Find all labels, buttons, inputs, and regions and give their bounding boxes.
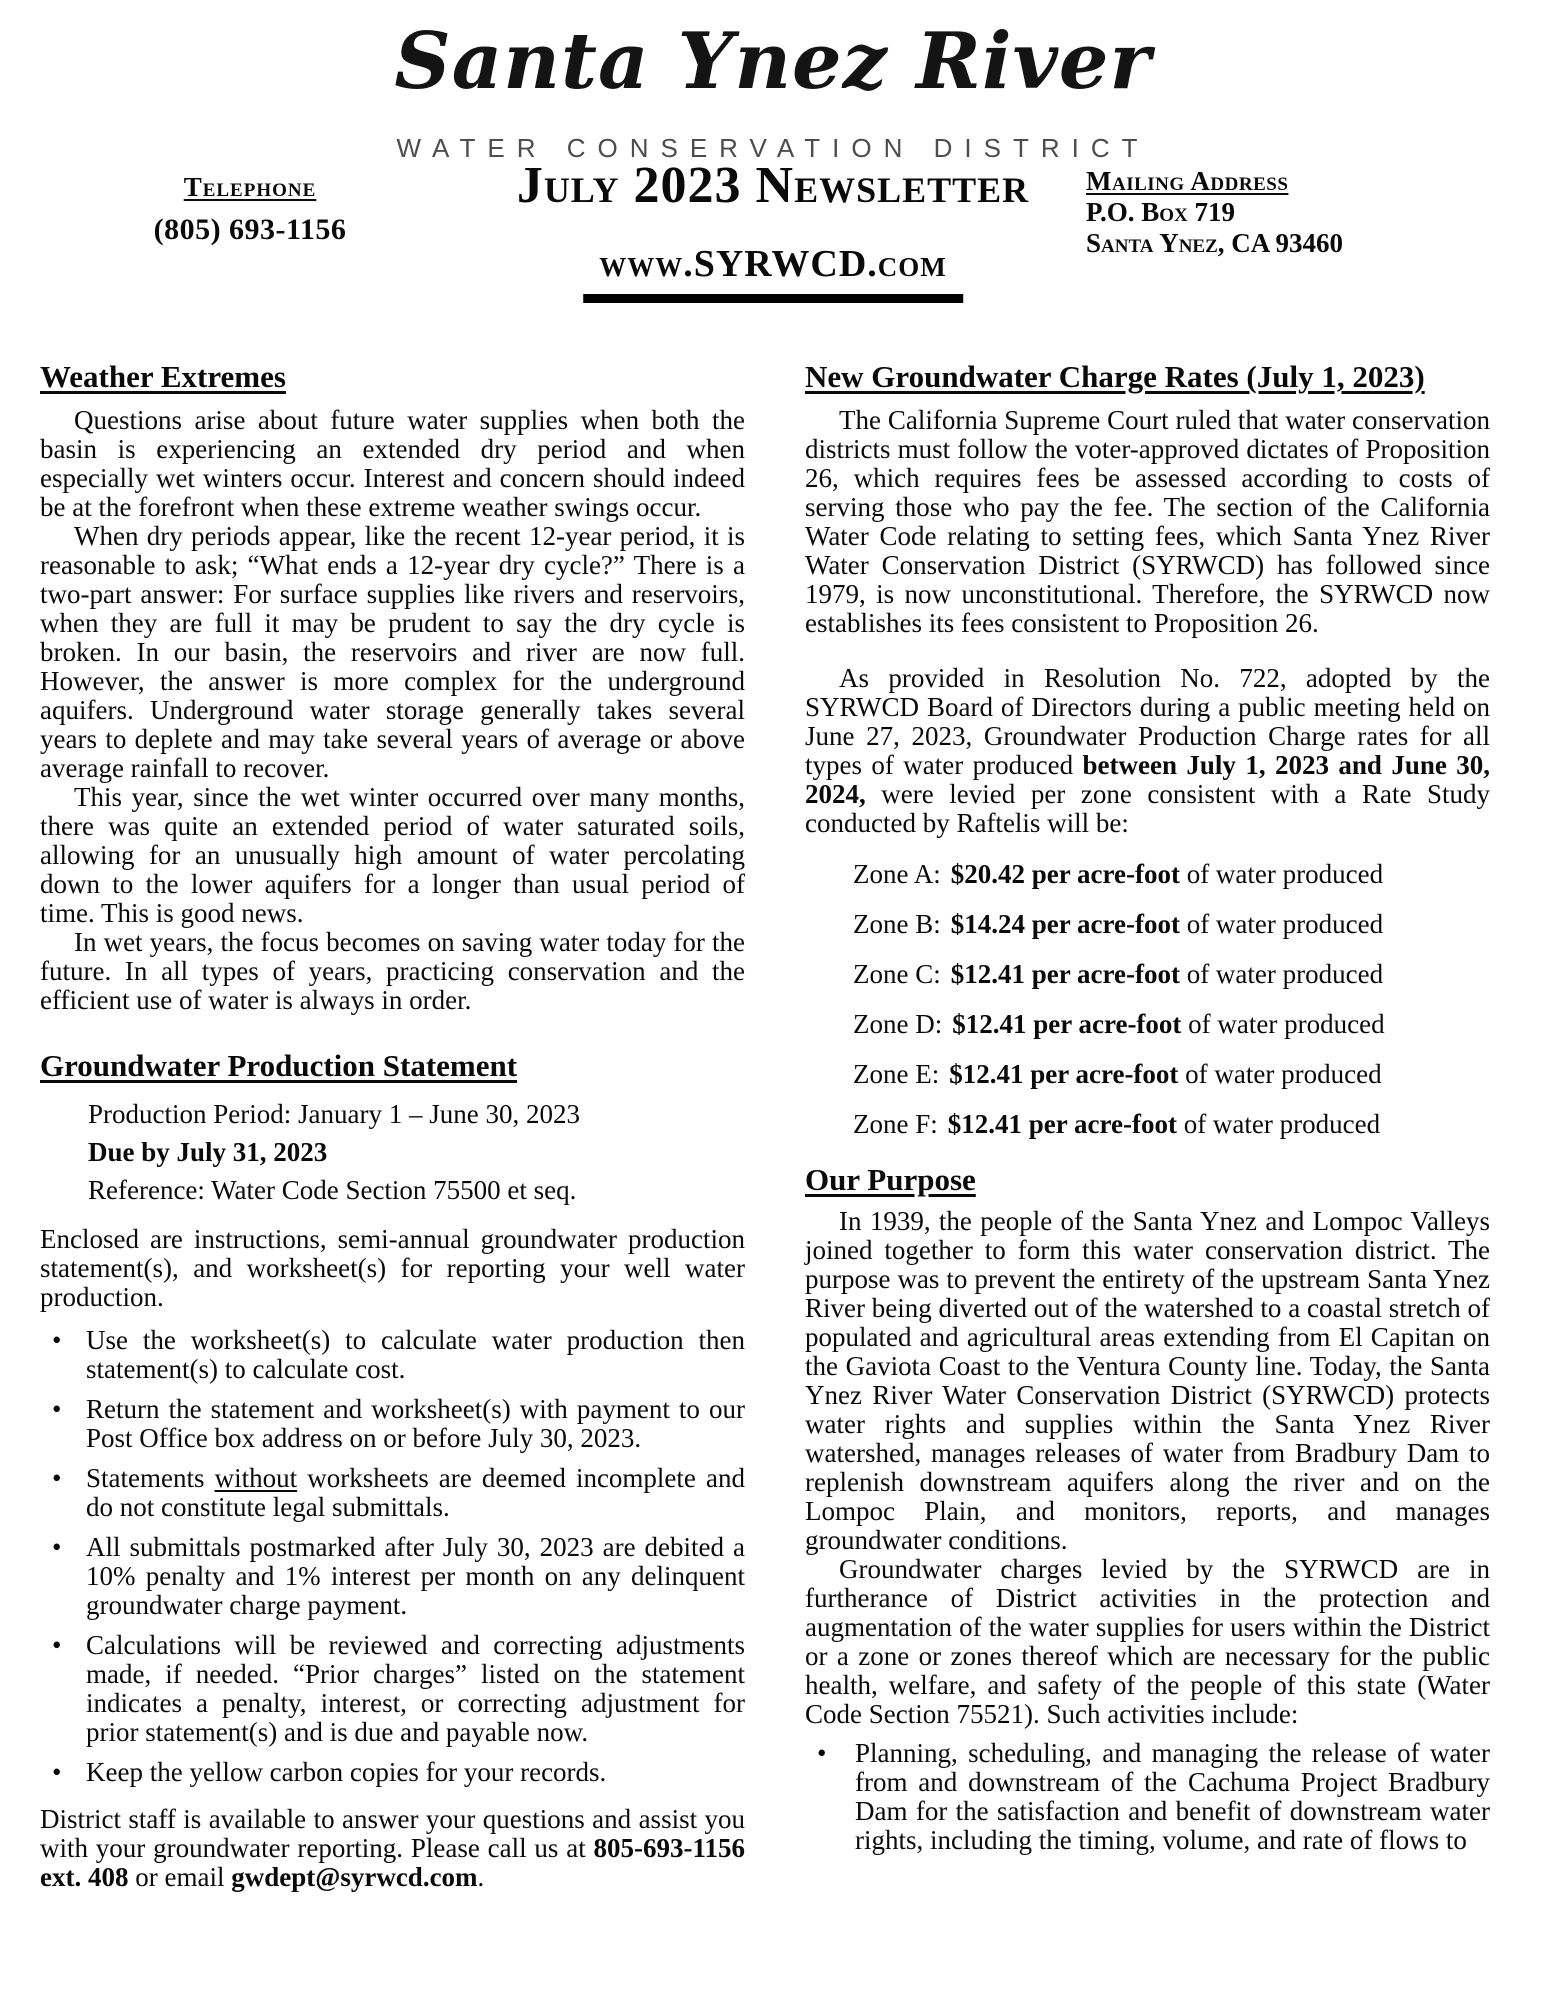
zone-label: Zone F: <box>853 1109 938 1139</box>
left-column <box>40 358 745 1892</box>
zone-suffix: of water produced <box>1179 909 1384 939</box>
list-item: • Use the worksheet(s) to calculate water production then statement(s) to calculate cost. <box>40 1326 745 1384</box>
zone-rate-line <box>853 1060 1490 1089</box>
production-period: Production Period: January 1 – June 30, 2023 <box>88 1099 580 1129</box>
zone-rate-line <box>853 1110 1490 1139</box>
contact-email: gwdept@syrwcd.com <box>231 1862 478 1892</box>
zone-suffix: of water produced <box>1178 1059 1382 1089</box>
zone-rate-line <box>853 960 1490 989</box>
zone-rate: $12.41 per acre-foot <box>952 1009 1182 1039</box>
mailing-address-line1: P.O. Box 719 <box>1086 197 1236 227</box>
zone-suffix: of water produced <box>1179 959 1384 989</box>
newsletter-title: July 2023 Newsletter <box>516 157 1030 214</box>
right-column <box>805 358 1490 1892</box>
zone-suffix: of water produced <box>1176 1109 1381 1139</box>
weather-paragraph: Questions arise about future water supplies when both the basin is experiencing an extended dry period and when especially wet winters occur. Interest and concern should indeed be at the forefront when these extreme weather swings occur. <box>40 405 745 522</box>
purpose-paragraph: In 1939, the people of the Santa Ynez and Lompoc Valleys joined together to form this water conservation district. The purpose was to prevent the entirety of the upstream Santa Ynez River being diverted out of the watershed to a coastal stretch of populated and agricultural areas extending from El Capitan on the Gaviota Coast to the Ventura County line. Today, the Santa Ynez River Water Conservation District (SYRWCD) protects water rights and supplies within the Santa Ynez River watershed, manages releases of water from Bradbury Dam to replenish downstream aquifers along the river and on the Lompoc Plain, and monitors, reports, and manages groundwater conditions. <box>805 1206 1490 1555</box>
rates-paragraph: The California Supreme Court ruled that water conservation districts must follow the voter-approved dictates of Proposition 26, which requires fees be assessed according to costs of serving those who pay the fee. The section of the California Water Code relating to setting fees, which Santa Ynez River Water Conservation District (SYRWCD) has followed since 1979, is now unconstitutional. Therefore, the SYRWCD now establishes its fees consistent to Proposition 26. <box>805 405 1490 638</box>
zone-rate: $12.41 per acre-foot <box>947 1109 1177 1139</box>
newsletter-body <box>40 358 1490 1892</box>
mailing-address-block <box>1086 166 1343 259</box>
weather-paragraph: When dry periods appear, like the recent 12-year period, it is reasonable to ask; “What ends a 12-year dry cycle?” There is a two-part answer: For surface supplies like rivers and reservoirs, when they are full it may be prudent to say the dry cycle is broken. In our basin, the reservoirs and river are now full. However, the answer is more complex for the underground aquifers. Underground water storage generally takes several years to deplete and may take several years of average or above average rainfall to recover. <box>40 521 745 783</box>
production-info-lines <box>88 1095 745 1209</box>
website-url: www.SYRWCD.com <box>583 242 963 303</box>
list-item: • Statements without worksheets are deemed incomplete and do not constitute legal submittals. <box>40 1464 745 1522</box>
list-item: • Planning, scheduling, and managing the release of water from and downstream of the Cachuma Project Bradbury Dam for the satisfaction and benefit of downstream water rights, including the timing, volume, and rate of flows to <box>805 1739 1490 1855</box>
zone-rate-line <box>853 860 1490 889</box>
weather-paragraph: In wet years, the focus becomes on saving water today for the future. In all types of years, practicing conservation and the efficient use of water is always in order. <box>40 927 745 1015</box>
purpose-paragraph: Groundwater charges levied by the SYRWCD are in furtherance of District activities in the protection and augmentation of the water supplies for users within the District or a zone or zones thereof which are necessary for the public health, welfare, and safety of the people of this state (Water Code Section 75521). Such activities include: <box>805 1554 1490 1729</box>
our-purpose-heading: Our Purpose <box>805 1162 976 1197</box>
zone-rate-line <box>853 1010 1490 1039</box>
list-item: • Return the statement and worksheet(s) with payment to our Post Office box address on or before July 30, 2023. <box>40 1395 745 1453</box>
charge-rates-heading: New Groundwater Charge Rates (July 1, 2023) <box>805 359 1425 394</box>
zone-suffix: of water produced <box>1181 1009 1385 1039</box>
rates-paragraph: As provided in Resolution No. 722, adopted by the SYRWCD Board of Directors during a public meeting held on June 27, 2023, Groundwater Production Charge rates for all types of water produced between July 1, 2023 and June 30, 2024, were levied per zone consistent with a Rate Study conducted by Raftelis will be: <box>805 663 1490 838</box>
weather-paragraph: This year, since the wet winter occurred over many months, there was quite an extended period of water saturated soils, allowing for an unusually high amount of water percolating down to the lower aquifers for a longer than usual period of time. This is good news. <box>40 782 745 928</box>
zone-label: Zone A: <box>853 859 941 889</box>
reference-code: Reference: Water Code Section 75500 et seq. <box>88 1175 577 1205</box>
contact-phone: 805-693-1156 ext. 408 <box>40 1833 745 1892</box>
weather-extremes-heading: Weather Extremes <box>40 359 286 394</box>
district-logo-script: Santa Ynez River <box>394 16 1152 107</box>
telephone-label: Telephone <box>183 172 317 202</box>
mailing-address-label: Mailing Address <box>1086 166 1289 196</box>
district-logo-subtitle: WATER CONSERVATION DISTRICT <box>396 133 1150 163</box>
underlined-word: without <box>214 1463 298 1493</box>
production-intro: Enclosed are instructions, semi-annual groundwater production statement(s), and worksheet(s) for reporting your well water production. <box>40 1224 745 1312</box>
zone-label: Zone E: <box>853 1059 940 1089</box>
list-item: • Keep the yellow carbon copies for your records. <box>40 1758 745 1787</box>
zone-rate-line <box>853 910 1490 939</box>
zone-label: Zone B: <box>853 909 941 939</box>
zone-suffix: of water produced <box>1179 859 1384 889</box>
production-bullet-list <box>40 1326 745 1787</box>
telephone-number: (805) 693-1156 <box>153 213 347 246</box>
list-item: • All submittals postmarked after July 30, 2023 are debited a 10% penalty and 1% interest per month on any delinquent groundwater charge payment. <box>40 1533 745 1620</box>
zone-rate: $12.41 per acre-foot <box>949 1059 1179 1089</box>
production-statement-heading: Groundwater Production Statement <box>40 1048 518 1083</box>
rate-period-bold: between July 1, 2023 and June 30, 2024, <box>805 750 1490 809</box>
purpose-bullet-list <box>805 1739 1490 1855</box>
zone-rate: $14.24 per acre-foot <box>950 909 1180 939</box>
due-date: Due by July 31, 2023 <box>88 1137 328 1167</box>
zone-rate: $12.41 per acre-foot <box>950 959 1180 989</box>
mailing-address-line2: Santa Ynez, CA 93460 <box>1086 228 1344 258</box>
contact-paragraph: District staff is available to answer your questions and assist you with your groundwater reporting. Please call us at 805-693-1156 ext. 408 or email gwdept@syrwcd.com. <box>40 1804 745 1892</box>
list-item: • Calculations will be reviewed and correcting adjustments made, if needed. “Prior charges” listed on the statement indicates a penalty, interest, or correcting adjustment for prior statement(s) and is due and payable now. <box>40 1631 745 1747</box>
zone-rate: $20.42 per acre-foot <box>950 859 1180 889</box>
zone-rate-list <box>853 860 1490 1139</box>
zone-label: Zone C: <box>853 959 941 989</box>
zone-label: Zone D: <box>853 1009 943 1039</box>
